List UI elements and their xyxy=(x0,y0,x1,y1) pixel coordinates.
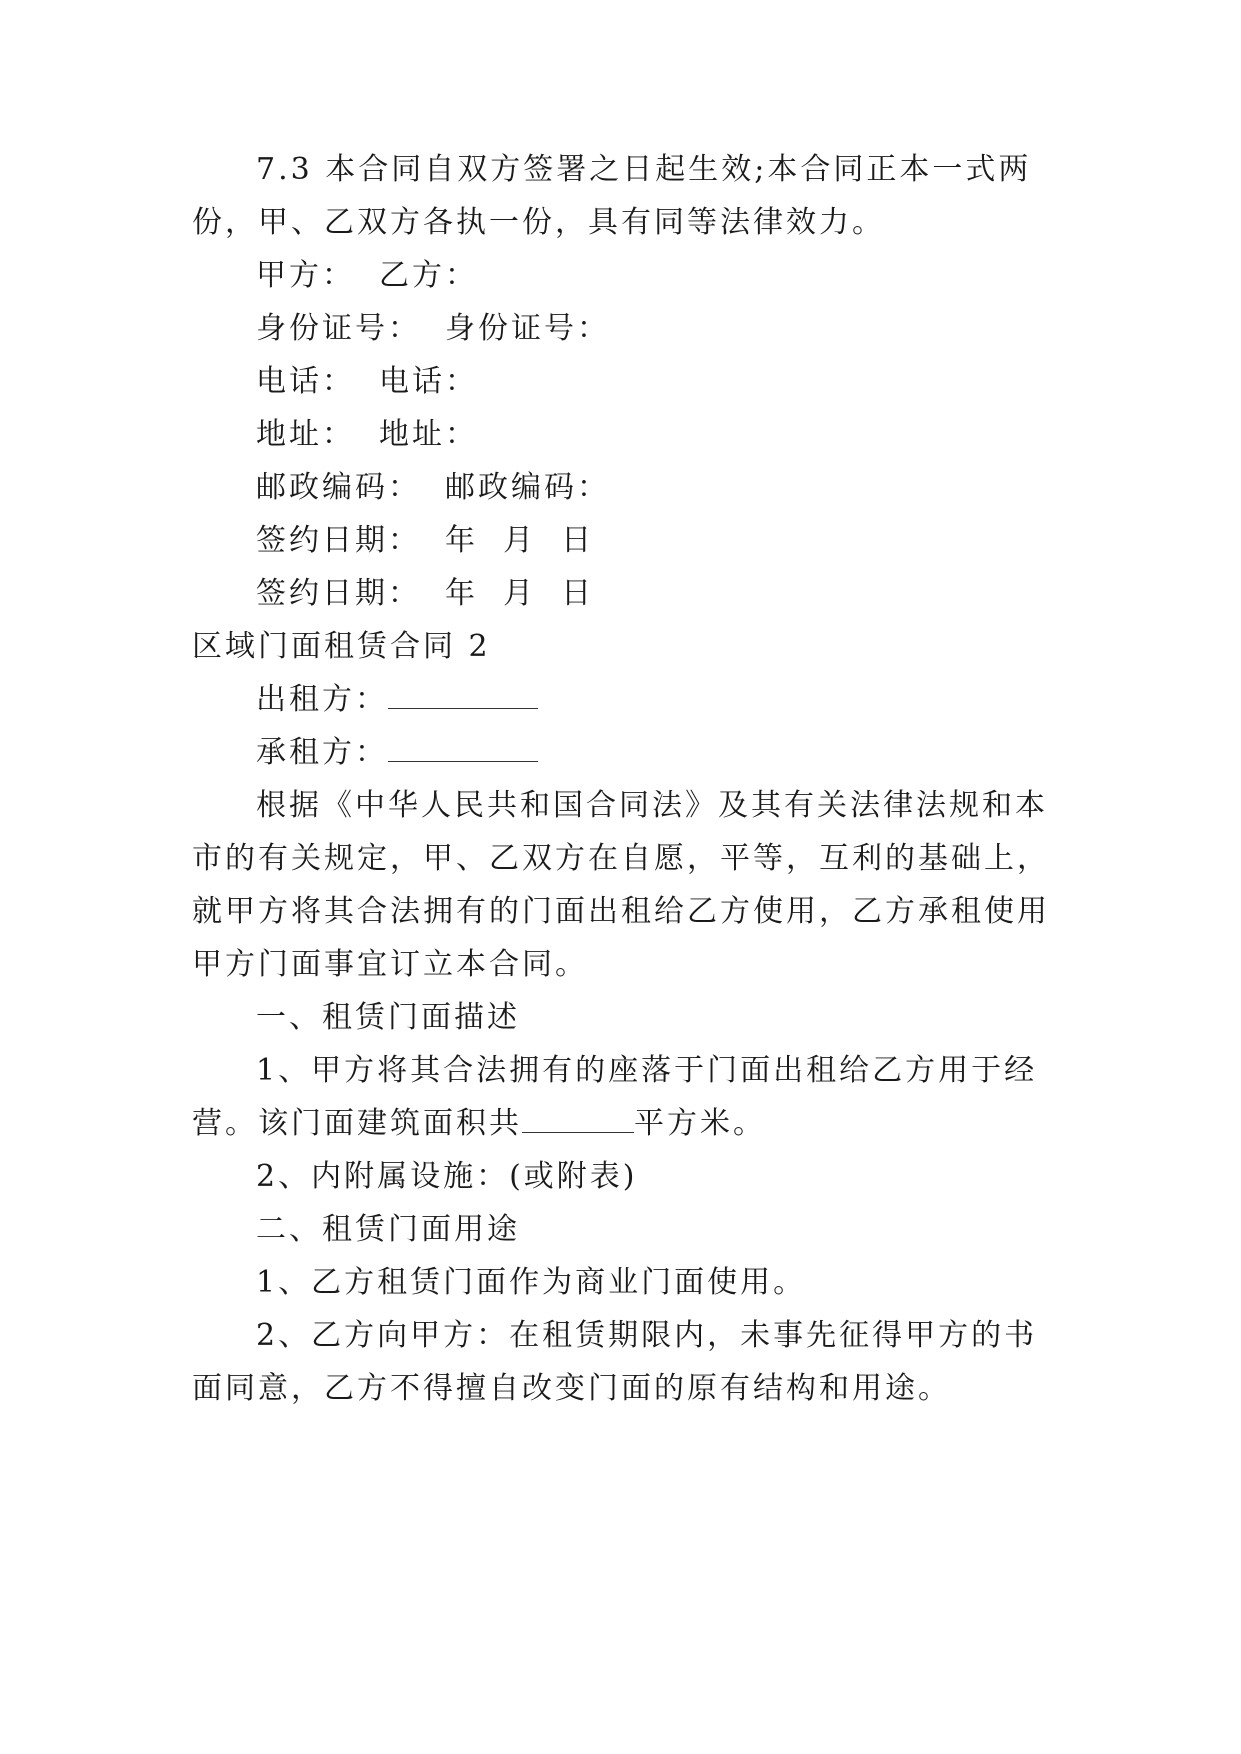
lessor-blank xyxy=(388,682,538,709)
sign-date-label: 签约日期： xyxy=(256,523,421,558)
party-a-phone-label: 电话： xyxy=(256,364,355,399)
contract-2-title: 区域门面租赁合同 2 xyxy=(192,629,491,664)
preamble-line4: 甲方门面事宜订立本合同。 xyxy=(192,947,588,982)
sign-date-label: 签约日期： xyxy=(256,576,421,611)
preamble-line3: 就甲方将其合法拥有的门面出租给乙方使用，乙方承租使用 xyxy=(192,894,1050,929)
lessee-blank xyxy=(388,735,538,762)
party-b-postcode-label: 邮政编码： xyxy=(445,470,610,505)
lessee-label: 承租方： xyxy=(256,735,388,770)
lessor-label: 出租方： xyxy=(256,682,388,717)
sign-date-value: 年 月 日 xyxy=(445,523,595,558)
party-b-phone-label: 电话： xyxy=(379,364,478,399)
s2-item1: 1、乙方租赁门面作为商业门面使用。 xyxy=(256,1265,807,1300)
sign-date-value: 年 月 日 xyxy=(445,576,595,611)
section-2-heading: 二、租赁门面用途 xyxy=(256,1212,520,1247)
signature-row-id xyxy=(256,309,1136,349)
signature-row-address xyxy=(256,415,1136,455)
party-a-address-label: 地址： xyxy=(256,417,355,452)
s1-item2: 2、内附属设施：(或附表) xyxy=(256,1159,638,1194)
signature-row-party xyxy=(256,256,1136,296)
preamble-line1: 根据《中华人民共和国合同法》及其有关法律法规和本 xyxy=(256,788,1048,823)
signature-row-phone xyxy=(256,362,1136,402)
area-blank xyxy=(522,1106,634,1133)
lessor-line xyxy=(256,680,1136,720)
s1-item1-line1: 1、甲方将其合法拥有的座落于门面出租给乙方用于经 xyxy=(256,1053,1038,1088)
party-b-id-label: 身份证号： xyxy=(445,311,610,346)
signature-row-date-2 xyxy=(256,574,1136,614)
signature-row-postcode xyxy=(256,468,1136,508)
clause-7-3-line1: 7.3 本合同自双方签署之日起生效;本合同正本一式两 xyxy=(256,152,1032,187)
area-label: 营。该门面建筑面积共 xyxy=(192,1106,522,1141)
party-a-postcode-label: 邮政编码： xyxy=(256,470,421,505)
preamble-line2: 市的有关规定，甲、乙双方在自愿，平等，互利的基础上， xyxy=(192,841,1050,876)
party-a-id-label: 身份证号： xyxy=(256,311,421,346)
party-b-label: 乙方： xyxy=(379,258,478,293)
section-1-heading: 一、租赁门面描述 xyxy=(256,1000,520,1035)
party-b-address-label: 地址： xyxy=(379,417,478,452)
area-unit: 平方米。 xyxy=(634,1106,766,1141)
s1-item1-line2 xyxy=(192,1104,1072,1144)
party-a-label: 甲方： xyxy=(256,258,355,293)
signature-row-date-1 xyxy=(256,521,1136,561)
s2-item2-line2: 面同意，乙方不得擅自改变门面的原有结构和用途。 xyxy=(192,1371,951,1406)
s2-item2-line1: 2、乙方向甲方：在租赁期限内，未事先征得甲方的书 xyxy=(256,1318,1038,1353)
clause-7-3-line2: 份，甲、乙双方各执一份，具有同等法律效力。 xyxy=(192,205,885,240)
lessee-line xyxy=(256,733,1136,773)
